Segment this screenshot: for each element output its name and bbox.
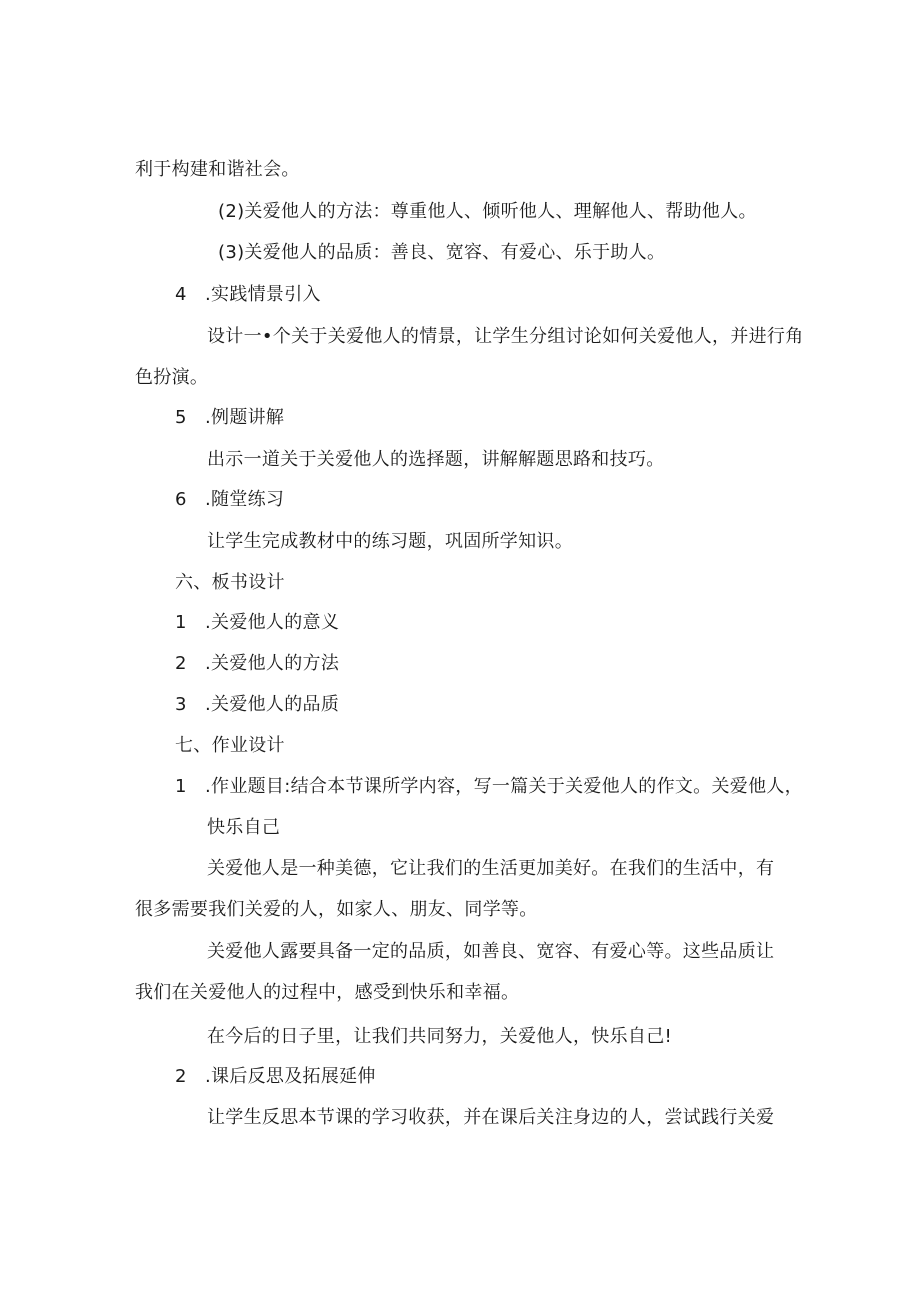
essay-line: 在今后的日子里，让我们共同努力，关爱他人，快乐自己! xyxy=(207,1026,673,1047)
essay-line: 关爱他人露要具备一定的品质，如善良、宽容、有爱心等。这些品质让 xyxy=(207,941,775,962)
essay-line: 我们在关爱他人的过程中，感受到快乐和幸福。 xyxy=(135,982,520,1003)
step-title: .随堂练习 xyxy=(205,489,285,510)
step-heading-4 xyxy=(175,282,321,308)
list-item-methods: (2)关爱他人的方法：尊重他人、倾听他人、理解他人、帮助他人。 xyxy=(218,201,757,222)
board-item-2 xyxy=(175,651,339,677)
step-title: .例题讲解 xyxy=(205,407,285,428)
step-number: 4 xyxy=(175,284,187,305)
item-text: .关爱他人的方法 xyxy=(205,653,340,674)
section-heading-7: 七、作业设计 xyxy=(175,735,285,756)
paragraph-line: 出示一道关于关爱他人的选择题，讲解解题思路和技巧。 xyxy=(207,449,665,470)
item-number: 1 xyxy=(175,776,187,797)
paragraph-line: 利于构建和谐社会。 xyxy=(135,159,300,180)
paragraph-line: 让学生完成教材中的练习题，巩固所学知识。 xyxy=(207,531,573,552)
essay-title: 快乐自己 xyxy=(207,817,281,838)
step-heading-5 xyxy=(175,405,284,431)
item-text: .关爱他人的意义 xyxy=(205,612,340,633)
paragraph-line: 让学生反思本节课的学习收获，并在课后关注身边的人，尝试践行关爱 xyxy=(207,1107,775,1128)
board-item-3 xyxy=(175,692,339,718)
board-item-1 xyxy=(175,610,339,636)
item-number: 3 xyxy=(175,694,187,715)
item-number: 2 xyxy=(175,1066,187,1087)
section-heading-6: 六、板书设计 xyxy=(175,572,285,593)
paragraph-line: 色扮演。 xyxy=(135,367,209,388)
step-heading-6 xyxy=(175,487,284,513)
step-title: .实践情景引入 xyxy=(205,284,321,305)
paragraph-line: 设计一•个关于关爱他人的情景，让学生分组讨论如何关爱他人，并进行角 xyxy=(207,326,804,347)
item-text: .课后反思及拓展延伸 xyxy=(205,1066,376,1087)
homework-item-1 xyxy=(175,774,803,800)
item-text: .关爱他人的品质 xyxy=(205,694,340,715)
step-number: 5 xyxy=(175,407,187,428)
step-number: 6 xyxy=(175,489,187,510)
item-number: 1 xyxy=(175,612,187,633)
essay-line: 关爱他人是一种美德，它让我们的生活更加美好。在我们的生活中，有 xyxy=(207,858,775,879)
item-text: .作业题目:结合本节课所学内容，写一篇关于关爱他人的作文。关爱他人， xyxy=(205,776,803,797)
item-number: 2 xyxy=(175,653,187,674)
list-item-qualities: (3)关爱他人的品质：善良、宽容、有爱心、乐于助人。 xyxy=(218,242,666,263)
essay-line: 很多需要我们关爱的人，如家人、朋友、同学等。 xyxy=(135,899,538,920)
homework-item-2 xyxy=(175,1064,376,1090)
